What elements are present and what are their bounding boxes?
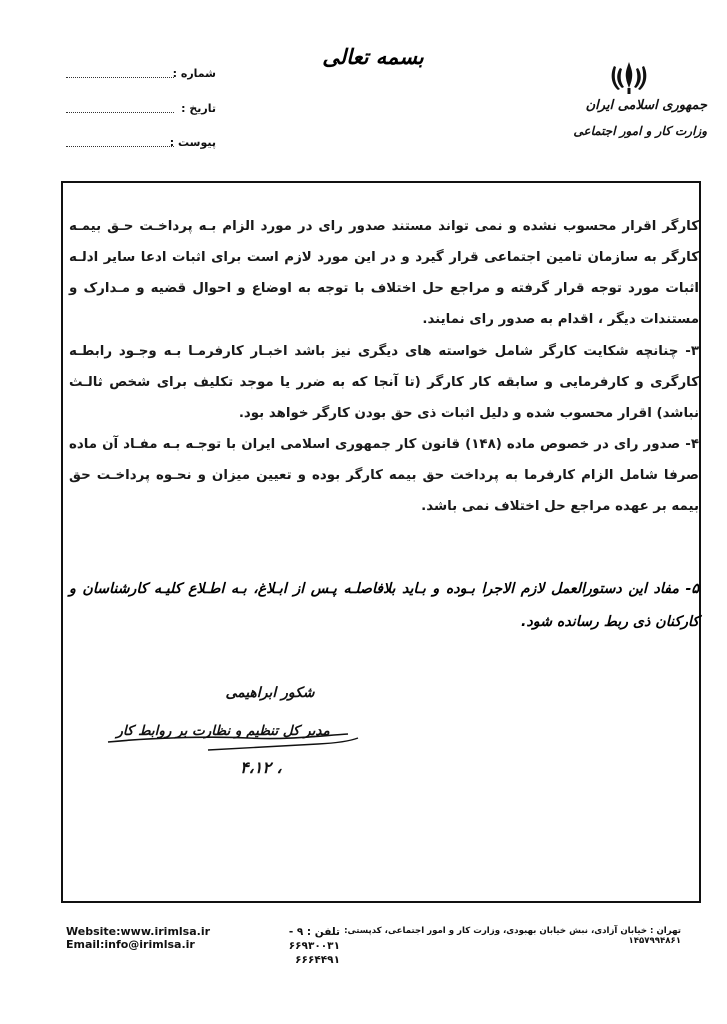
iran-emblem-icon — [608, 58, 650, 96]
paragraph-4: ۴- صدور رای در خصوص ماده (۱۴۸) قانون کار جمهوری اسلامی ایران با توجـه بـه مفـاد آن ماده صرفا شامل الزام کارفرما به پرداخت حق بیمه کارگر بوده و تعیین میزان و نحـوه پرداخـت حق بیمه بر عهده مراجع حل اختلاف نمی باشد. — [69, 437, 699, 514]
fax-number: ۶۶۶۴۴۹۱ — [295, 954, 340, 966]
attachment-line — [66, 146, 174, 147]
signatory-name: شکور ابراهیمی — [225, 685, 315, 701]
paragraph-3: ۳- چنانچه شکایت کارگر شامل خواسته های دیگری نیز باشد اخبـار کارفرمـا بـه وجـود رابطـه کارگری و کارفرمایی و سابقه کار کارگر (تا آنجا که به ضرر یا موجد تکلیف برای شخص ثالـث نباشد) اقرار محسوب شده و دلیل اثبات ذی حق بودن کارگر خواهد بود. — [69, 344, 699, 421]
number-line — [66, 77, 174, 78]
number-label: شماره : — [172, 67, 216, 80]
number-field — [66, 67, 216, 83]
date-label: تاریخ : — [181, 102, 216, 115]
attachment-label: پیوست : — [169, 136, 216, 149]
footer-address: تهران : خیابان آزادی، نبش خیابان بهبودی، وزارت کار و امور اجتماعی، کدپستی: ۱۴۵۷۹۹۴۸۶۱ — [344, 926, 681, 946]
bismillah-heading: بسمه تعالی — [322, 44, 424, 69]
website-link[interactable]: Website:www.irimlsa.ir — [66, 925, 211, 938]
organization-name: جمهوری اسلامی ایران — [585, 98, 707, 113]
paragraph-continuation: کارگر اقرار محسوب نشده و نمی تواند مستند صدور رای در مورد الزام بـه پرداخـت حـق بیمـه کارگر به سازمان تامین اجتماعی قرار گیرد و در این مورد لازم است برای اثبات ادعا سایر ادلـه اثبات مورد توجه قرار گرفته و مراجع حل اختلاف با توجه به اوضاع و احوال قضیه و مـدارک و مستندات دیگر ، اقدام به صدور رای نمایند. — [69, 219, 699, 327]
signatory-title: مدیر کل تنظیم و نظارت بر روابط کار — [116, 723, 330, 739]
date-field — [66, 102, 216, 118]
ministry-name: وزارت کار و امور اجتماعی — [573, 124, 707, 138]
email-link[interactable]: Email:info@irimlsa.ir — [66, 938, 195, 951]
reference-code: ۴،۱۲ ، — [240, 758, 282, 777]
footer-contact — [66, 925, 210, 951]
footer-phone — [244, 925, 340, 967]
date-line — [66, 112, 174, 113]
phone-number: تلفن : ۹ - ۶۶۹۳۰۰۳۱ — [288, 926, 340, 952]
attachment-field — [66, 136, 216, 152]
paragraph-5: ۵- مفاد این دستورالعمل لازم الاجرا بـوده و بـاید بلافاصلـه پـس از ابـلاغ، بـه اطـلاع کلیـه کارشناسان و کارکنان ذی ربط رسانده شود. — [69, 581, 699, 630]
handwritten-signature — [88, 720, 388, 780]
